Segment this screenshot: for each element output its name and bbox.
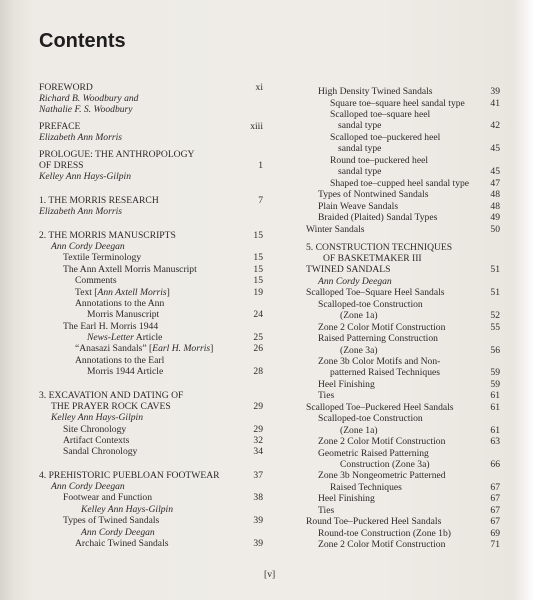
toc-author: Ann Cordy Deegan [318,276,392,287]
toc-entry: Round-toe Construction (Zone 1b) [318,528,451,539]
toc-entry: Heel Finishing [318,379,375,390]
toc-entry: Zone 2 Color Motif Construction [318,539,446,550]
toc-page-number: 56 [490,345,500,356]
toc-page-number: 50 [490,224,500,235]
toc-entry: Scalloped toe–puckered heel [330,132,441,143]
toc-page-number: 66 [490,459,500,470]
toc-page-number: 32 [253,435,263,446]
toc-page-number: 15 [253,275,263,286]
toc-entry: Annotations to the Ann [75,298,165,309]
toc-page-number: 59 [490,379,500,390]
toc-page-number: 37 [253,470,263,481]
toc-entry: 1. THE MORRIS RESEARCH [39,195,159,206]
toc-entry: Comments [75,275,117,286]
toc-page-number: 45 [490,166,500,177]
toc-entry: Round toe–puckered heel [330,155,429,166]
toc-entry: 3. EXCAVATION AND DATING OF [39,390,184,401]
toc-entry: TWINED SANDALS [306,264,391,275]
toc-entry: Ties [318,390,335,401]
toc-author: Richard B. Woodbury and [39,93,139,104]
bracket-author: Earl H. Morris [152,343,211,354]
toc-entry: Ties [318,505,335,516]
toc-entry: Site Chronology [63,424,127,435]
toc-page-number: 15 [253,252,263,263]
toc-page-number: 34 [253,446,263,457]
toc-entry: Raised Patterning Construction [318,333,438,344]
toc-entry: Plain Weave Sandals [318,201,399,212]
toc-page-number: 1 [258,160,263,171]
toc-page-number: 59 [490,367,500,378]
toc-page-number: 48 [490,189,500,200]
toc-author: Ann Cordy Deegan [51,481,125,492]
toc-entry: Raised Techniques [330,482,402,493]
toc-entry: Construction (Zone 3a) [340,459,430,470]
toc-entry: Sandal Chronology [63,446,138,457]
toc-page-number: 25 [253,332,263,343]
toc-page-number: 67 [490,516,500,527]
toc-entry: THE PRAYER ROCK CAVES [51,401,171,412]
toc-page-number: 63 [490,436,500,447]
toc-page-number: 55 [490,322,500,333]
toc-entry: Zone 2 Color Motif Construction [318,322,446,333]
toc-entry: Artifact Contexts [63,435,130,446]
toc-entry: Zone 3b Nongeometric Patterned [318,470,446,481]
toc-entry: sandal type [338,143,382,154]
toc-entry: Scalloped-toe Construction [318,413,423,424]
toc-page-number: 39 [253,538,263,549]
toc-page-number: 29 [253,424,263,435]
toc-page-number: xi [255,82,263,93]
toc-entry: sandal type [338,120,382,131]
toc-page-number: 26 [253,343,263,354]
toc-page-number: 38 [253,492,263,503]
toc-page-number: 47 [490,178,500,189]
toc-page-number: 51 [490,264,500,275]
toc-entry: Shaped toe–cupped heel sandal type [330,178,470,189]
toc-page-number: 42 [490,120,500,131]
toc-author: Elizabeth Ann Morris [39,206,122,217]
toc-entry: Zone 2 Color Motif Construction [318,436,446,447]
toc-page-number: 24 [253,309,263,320]
toc-entry: Morris 1944 Article [87,366,164,377]
toc-entry: Zone 3b Color Motifs and Non- [318,356,441,367]
toc-entry: “Anasazi Sandals” [Earl H. Morris] [75,343,214,354]
toc-entry: Geometric Raised Patterning [318,448,429,459]
toc-entry: (Zone 1a) [340,425,378,436]
toc-page-number: 28 [253,366,263,377]
toc-page-number: 49 [490,212,500,223]
toc-entry: Scalloped Toe–Puckered Heel Sandals [306,402,454,413]
toc-page-number: 61 [490,425,500,436]
toc-entry: News-Letter Article [87,332,163,343]
toc-page-number: 19 [253,287,263,298]
toc-entry: Types of Twined Sandals [63,515,160,526]
toc-entry: OF BASKETMAKER III [323,253,422,264]
toc-entry: Square toe–square heel sandal type [330,98,465,109]
toc-page-number: 52 [490,310,500,321]
toc-author: Nathalie F. S. Woodbury [39,104,133,115]
toc-author: Kelley Ann Hays-Gilpin [51,412,144,423]
toc-entry: The Earl H. Morris 1944 [63,321,159,332]
toc-entry: Braided (Plaited) Sandal Types [318,212,438,223]
toc-page-number: xiii [250,121,263,132]
toc-entry: PROLOGUE: THE ANTHROPOLOGY [39,149,195,160]
toc-page-number: 39 [490,86,500,97]
toc-entry: (Zone 1a) [340,310,378,321]
toc-entry: OF DRESS [39,160,84,171]
toc-entry: Heel Finishing [318,493,375,504]
toc-page-number: 71 [490,539,500,550]
toc-page-number: 15 [253,230,263,241]
toc-entry: Scalloped toe–square heel [330,109,431,120]
toc-entry: Round Toe–Puckered Heel Sandals [306,516,442,527]
toc-page-number: 39 [253,515,263,526]
toc-entry: Morris Manuscript [87,309,160,320]
toc-page-number: 51 [490,287,500,298]
toc-entry: Textile Terminology [63,252,142,263]
toc-author: Ann Cordy Deegan [51,241,125,252]
toc-entry: PREFACE [39,121,81,132]
toc-page-number: 69 [490,528,500,539]
periodical-title: News-Letter [87,332,134,343]
toc-entry: sandal type [338,166,382,177]
toc-author: Kelley Ann Hays-Gilpin [39,171,132,182]
toc-page-number: 67 [490,482,500,493]
toc-page-number: 61 [490,390,500,401]
toc-page-number: 48 [490,201,500,212]
toc-entry: FOREWORD [39,82,93,93]
toc-entry: 5. CONSTRUCTION TECHNIQUES [306,242,453,253]
toc-author: Kelley Ann Hays-Gilpin [81,504,174,515]
page-title: Contents [39,30,126,52]
toc-entry: Types of Nontwined Sandals [318,189,429,200]
toc-page-number: 15 [253,264,263,275]
toc-entry: Scalloped-toe Construction [318,299,423,310]
toc-page-number: 67 [490,505,500,516]
toc-entry: Text [Ann Axtell Morris] [75,287,170,298]
toc-page-number: 45 [490,143,500,154]
toc-entry: Winter Sandals [306,224,365,235]
toc-page-number: 67 [490,493,500,504]
bracket-author: Ann Axtell Morris [97,287,167,298]
toc-author: Elizabeth Ann Morris [39,132,122,143]
toc-entry: Footwear and Function [63,492,152,503]
toc-entry: patterned Raised Techniques [330,367,440,378]
toc-entry: (Zone 3a) [340,345,378,356]
toc-page-number: 29 [253,401,263,412]
toc-page-number: 41 [490,98,500,109]
toc-entry: The Ann Axtell Morris Manuscript [63,264,197,275]
toc-author: Ann Cordy Deegan [81,527,155,538]
toc-entry: 2. THE MORRIS MANUSCRIPTS [39,230,176,241]
page-folio: [v] [264,569,276,580]
toc-entry: Scalloped Toe–Square Heel Sandals [306,287,445,298]
toc-entry: Annotations to the Earl [75,355,165,366]
toc-entry: High Density Twined Sandals [318,86,433,97]
toc-page-number: 61 [490,402,500,413]
toc-page-number: 7 [258,195,263,206]
toc-entry: 4. PREHISTORIC PUEBLOAN FOOTWEAR [39,470,220,481]
toc-entry: Archaic Twined Sandals [75,538,169,549]
